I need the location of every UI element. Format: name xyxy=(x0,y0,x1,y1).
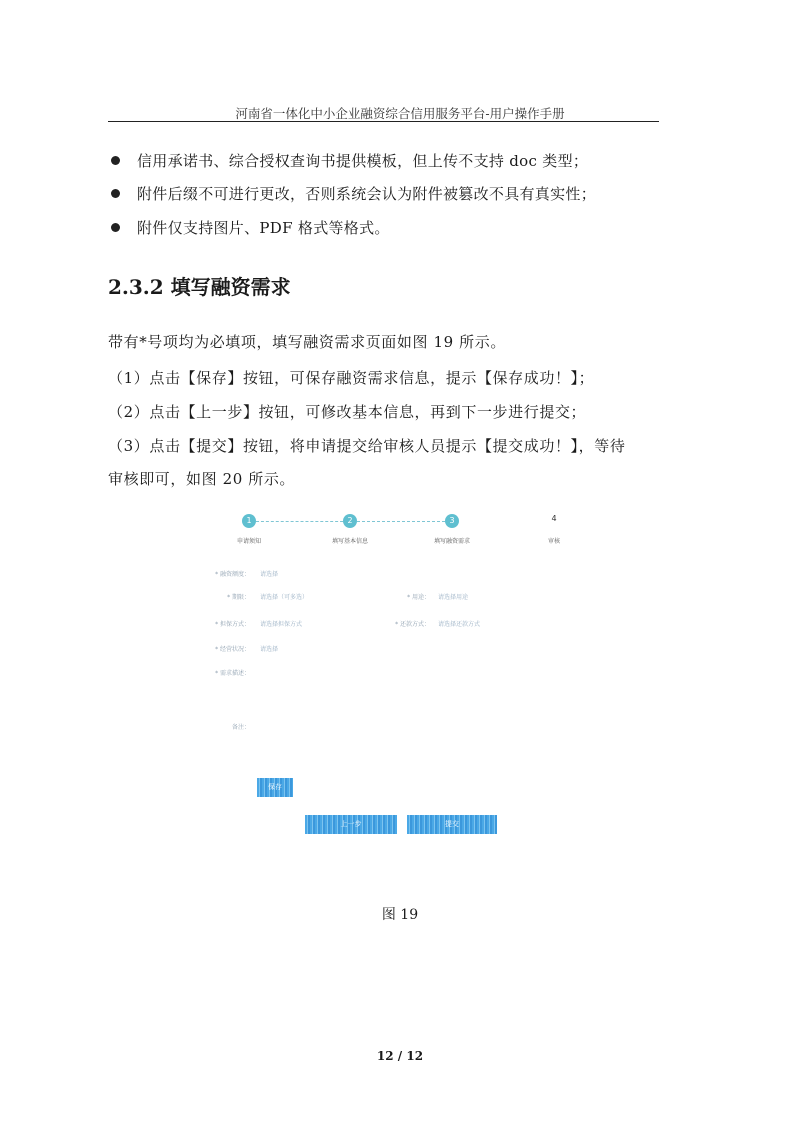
form-label: * 期限： xyxy=(227,594,250,601)
previous-step-button[interactable]: 上一步 xyxy=(305,815,397,834)
step-label: 审核 xyxy=(547,538,560,545)
header-title: 河南省一体化中小企业融资综合信用服务平台-用户操作手册 xyxy=(235,106,565,121)
bullet-item xyxy=(108,215,390,239)
operation-status-select[interactable]: 请选择 xyxy=(260,646,279,653)
bullet-icon xyxy=(111,223,120,232)
financing-amount-select[interactable]: 请选择 xyxy=(260,571,279,578)
paragraph: （1）点击【保存】按钮，可保存融资需求信息，提示【保存成功！】； xyxy=(108,369,595,387)
bullet-text: 附件仅支持图片、PDF 格式等格式。 xyxy=(137,218,390,237)
form-label: * 经营状况： xyxy=(215,646,250,653)
guarantee-select[interactable]: 请选择担保方式 xyxy=(260,621,303,628)
bullet-icon xyxy=(111,156,120,165)
save-button[interactable]: 保存 xyxy=(257,778,293,797)
step-circle: 2 xyxy=(343,514,357,528)
term-select[interactable]: 请选择（可多选） xyxy=(260,594,309,601)
bullet-icon xyxy=(111,189,120,198)
purpose-select[interactable]: 请选择用途 xyxy=(438,594,469,601)
form-label: * 还款方式： xyxy=(395,621,430,628)
section-title: 2.3.2 填写融资需求 xyxy=(108,275,291,299)
form-label: 备注： xyxy=(231,724,250,731)
step-number: 4 xyxy=(551,514,557,523)
stepper-connector xyxy=(256,521,348,522)
step-label: 填写基本信息 xyxy=(331,538,368,545)
bullet-text: 信用承诺书、综合授权查询书提供模板，但上传不支持 doc 类型； xyxy=(137,151,589,170)
form-label: * 需求描述： xyxy=(215,670,250,677)
step-circle: 3 xyxy=(445,514,459,528)
bullet-item xyxy=(108,181,596,205)
stepper-connector xyxy=(357,521,445,522)
step-label: 申请须知 xyxy=(236,538,261,545)
figure-caption: 图 19 xyxy=(381,907,419,923)
page-number: 12 / 12 xyxy=(376,1049,424,1063)
submit-button[interactable]: 提交 xyxy=(407,815,497,834)
form-label: * 用途： xyxy=(407,594,430,601)
paragraph: （2）点击【上一步】按钮，可修改基本信息，再到下一步进行提交； xyxy=(108,403,587,421)
form-label: * 融资额度： xyxy=(215,571,250,578)
paragraph: 带有*号项均为必填项，填写融资需求页面如图 19 所示。 xyxy=(108,333,506,351)
header-divider xyxy=(108,121,659,122)
paragraph: （3）点击【提交】按钮，将申请提交给审核人员提示【提交成功！】，等待 xyxy=(108,437,626,455)
figure-screenshot xyxy=(200,506,600,846)
step-label: 填写融资需求 xyxy=(433,538,470,545)
bullet-item xyxy=(108,148,588,172)
form-label: * 担保方式： xyxy=(215,621,250,628)
repayment-select[interactable]: 请选择还款方式 xyxy=(438,621,481,628)
paragraph: 审核即可，如图 20 所示。 xyxy=(108,470,296,488)
step-circle: 1 xyxy=(242,514,256,528)
bullet-text: 附件后缀不可进行更改，否则系统会认为附件被篡改不具有真实性； xyxy=(137,184,597,203)
